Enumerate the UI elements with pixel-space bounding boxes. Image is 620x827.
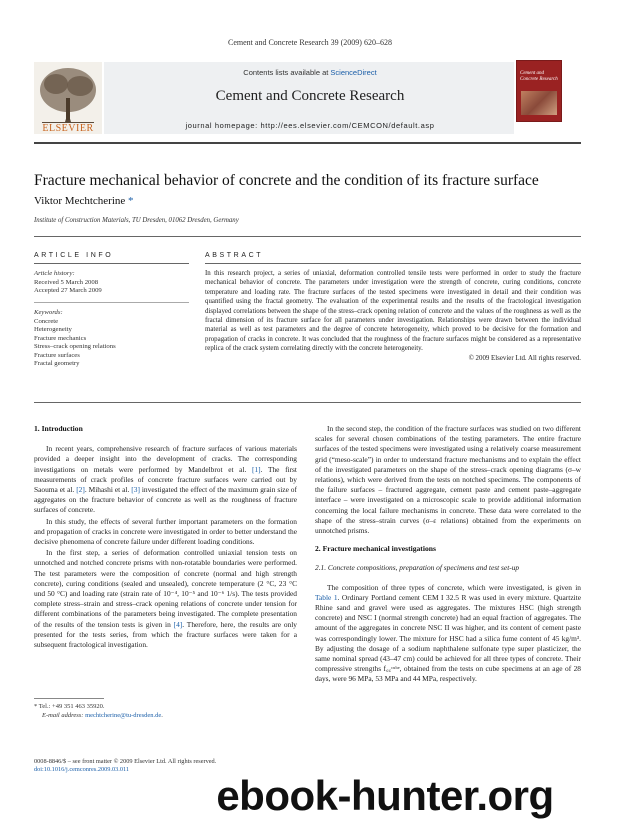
history-rule xyxy=(34,302,189,303)
watermark: ebook-hunter.org xyxy=(216,772,554,819)
keyword: Stress–crack opening relations xyxy=(34,343,116,350)
cover-title: Cement and Concrete Research xyxy=(520,71,558,82)
keyword: Fractal geometry xyxy=(34,360,80,367)
abstract-heading: ABSTRACT xyxy=(205,252,264,259)
footnote-rule xyxy=(34,698,104,699)
doi-link[interactable]: doi:10.1016/j.cemconres.2009.03.011 xyxy=(34,766,130,774)
reference-link[interactable]: [3] xyxy=(131,485,140,495)
cover-image xyxy=(521,91,557,115)
elsevier-logo xyxy=(34,62,102,134)
footnote-mark: * xyxy=(34,703,38,710)
author-name: Viktor Mechtcherine xyxy=(34,195,126,207)
email-link[interactable]: mechtcherine@tu-dresden.de xyxy=(85,711,162,719)
paragraph: In recent years, comprehensive research of fracture surfaces of various materials provided a deeper insight into the development of cracks. The corresponding investigations on metals were performed by Mandelbrot et al. [1]. The first measurements of crack profiles of concrete fracture surfaces were carried out by Saouma et al. [2]. Mihashi et al. [3] investigated the effect of the maximum grain size of aggregates on the fracture behavior of concrete as well as the roughness of fracture surfaces of concrete. xyxy=(34,444,297,515)
reference-link[interactable]: [1] xyxy=(251,464,261,474)
journal-cover xyxy=(516,60,562,122)
paragraph: In this study, the effects of several further important parameters on the formation and propagation of cracks in concrete were investigated in order to better understand the decisive phenomena of concrete failure under different loading conditions. xyxy=(34,516,297,547)
article-info-rule xyxy=(34,263,189,264)
article-history xyxy=(34,270,184,296)
section-heading: 2. Fracture mechanical investigations xyxy=(315,544,436,554)
copyright: © 2009 Elsevier Ltd. All rights reserved. xyxy=(468,354,581,362)
publisher-name: ELSEVIER xyxy=(34,123,102,134)
sciencedirect-link[interactable]: ScienceDirect xyxy=(330,68,377,77)
email-label: E-mail address: xyxy=(42,711,84,719)
left-column xyxy=(34,424,297,651)
contents-line xyxy=(120,68,500,77)
history-label: Article history: xyxy=(34,270,75,277)
abstract-body xyxy=(205,269,581,363)
abstract-bottom-rule xyxy=(34,402,581,403)
received-date: Received 5 March 2008 xyxy=(34,278,99,286)
section-heading: 1. Introduction xyxy=(34,424,83,433)
keyword: Concrete xyxy=(34,317,59,325)
article-info-heading: ARTICLE INFO xyxy=(34,252,114,259)
contents-prefix: Contents lists available at xyxy=(243,68,329,77)
reference-link[interactable]: [4] xyxy=(173,619,183,629)
paragraph: In the second step, the condition of the fracture surfaces was studied on two different scales for several chosen combinations of the testing parameters. The entire fracture surfaces of the tested specimens were investigated using a relatively coarse measurement grid (“meso-scale”) in order to understand fracture mechanisms and to explain the effect of the investigated parameters on the shape of the stress–crack opening diagrams (σ–w relations), which were derived from the tests on notched specimens. The components of the failure surfaces – fractured aggregate, cement paste and cement paste–aggregate interface – were investigated on a microscopic scale to provide additional information concerning the local failure mechanisms in concrete. These data were correlated to the shape of the stress–strain curves (σ–ε relations) obtained from the experiments on unnotched prisms. xyxy=(315,424,581,536)
reference-link[interactable]: [2] xyxy=(76,485,85,495)
issn-line: 0008-8846/$ – see front matter © 2009 Elsevier Ltd. All rights reserved. xyxy=(34,758,217,765)
abstract-text: In this research project, a series of uniaxial, deformation controlled tensile tests were performed in order to study the fracture mechanical behavior of concrete. The parameters under investigation were the strength of concrete, curing conditions, concrete temperature and loading rate. The fracture surfaces of the tested specimens were investigated in detail and their condition was quantified using the fractal geometry. The evaluation of the experimental results and the results of the fractological investigation displayed correlations between the shape of the stress–crack opening relation of concrete and the values of the roughness as well as the fractal dimension of its fracture surface for all parameters under investigation. Relationships were drawn between the individual material as well as test parameters and the degree of concrete heterogeneity, which proved to be decisive for the formation and propagation of cracks in concrete. It was concluded that the roughness of the fracture surfaces might be considered as a representative replica of the crack system correlating directly with the concrete heterogeneity. xyxy=(205,270,581,353)
masthead-rule xyxy=(34,142,581,144)
title-rule xyxy=(34,236,581,237)
keywords-block xyxy=(34,309,184,369)
keyword: Heterogeneity xyxy=(34,326,72,333)
table-link[interactable]: Table 1 xyxy=(315,592,338,602)
author-line xyxy=(34,195,134,207)
abstract-rule xyxy=(205,263,581,264)
journal-homepage[interactable]: journal homepage: http://ees.elsevier.com/CEMCON/default.asp xyxy=(185,121,435,130)
subsection-heading: 2.1. Concrete compositions, preparation of specimens and test set-up xyxy=(315,563,520,573)
footnote-tel: Tel.: +49 351 463 35920. xyxy=(38,703,105,710)
article-title: Fracture mechanical behavior of concrete and the condition of its fracture surface xyxy=(34,172,539,189)
accepted-date: Accepted 27 March 2009 xyxy=(34,287,102,294)
right-column xyxy=(315,424,581,686)
running-header: Cement and Concrete Research 39 (2009) 620–628 xyxy=(228,38,392,47)
paragraph: The composition of three types of concrete, which were investigated, is given in Table 1. Ordinary Portland cement CEM I 32.5 R was used in every mixture. Quartzite Rhine sand and gravel were used as aggregates. The mixtures HSC (high strength concrete) and NSC I (normal strength concrete) had an equal fraction of aggregates. The amount of the aggregates in concrete NSC II was higher, and its content of cement paste was correspondingly lower. The mixture for HSC had a silica fume content of 45 kg/m³. By adjusting the dosage of a sodium naphthalene sulfonate type super plasticizer, the same nominal spread (43–47 cm) could be achieved for all three types of concrete. Their compressive strengths f꜀꜀ᶜᵘᵇᵉ, obtained from the tests on cube specimens at an age of 28 days, were 96 MPa, 53 MPa and 44 MPa, respectively. xyxy=(315,582,581,684)
keyword: Fracture surfaces xyxy=(34,351,80,359)
keyword: Fracture mechanics xyxy=(34,334,87,342)
affiliation: Institute of Construction Materials, TU Dresden, 01062 Dresden, Germany xyxy=(34,217,239,224)
corresponding-author-mark[interactable]: * xyxy=(128,195,134,207)
paragraph: In the first step, a series of deformation controlled uniaxial tension tests on unnotched and notched concrete prisms with non-rotatable boundaries were performed. The test parameters were the composition of concrete (normal and high strength concrete), curing conditions (sealed and unsealed), concrete temperature (2 °C, 23 °C und 50 °C) and loading rate (strain rate of 10⁻⁴, 10⁻⁵ and 10⁻⁶ 1/s). The tests provided complete stress–strain and stress–crack opening relations of concrete under tension for different combinations of the parameters being investigated. The complete presentation of the results of the tension tests is given in [4]. Therefore, here, the results are only presented for the tests series, from which the fracture surfaces were taken for a subsequent fractological investigation. xyxy=(34,548,298,650)
journal-title: Cement and Concrete Research xyxy=(215,88,405,104)
footnote: * Tel.: +49 351 463 35920. E-mail address: mechtcherine@tu-dresden.de. xyxy=(34,703,163,719)
keywords-label: Keywords: xyxy=(34,309,63,316)
